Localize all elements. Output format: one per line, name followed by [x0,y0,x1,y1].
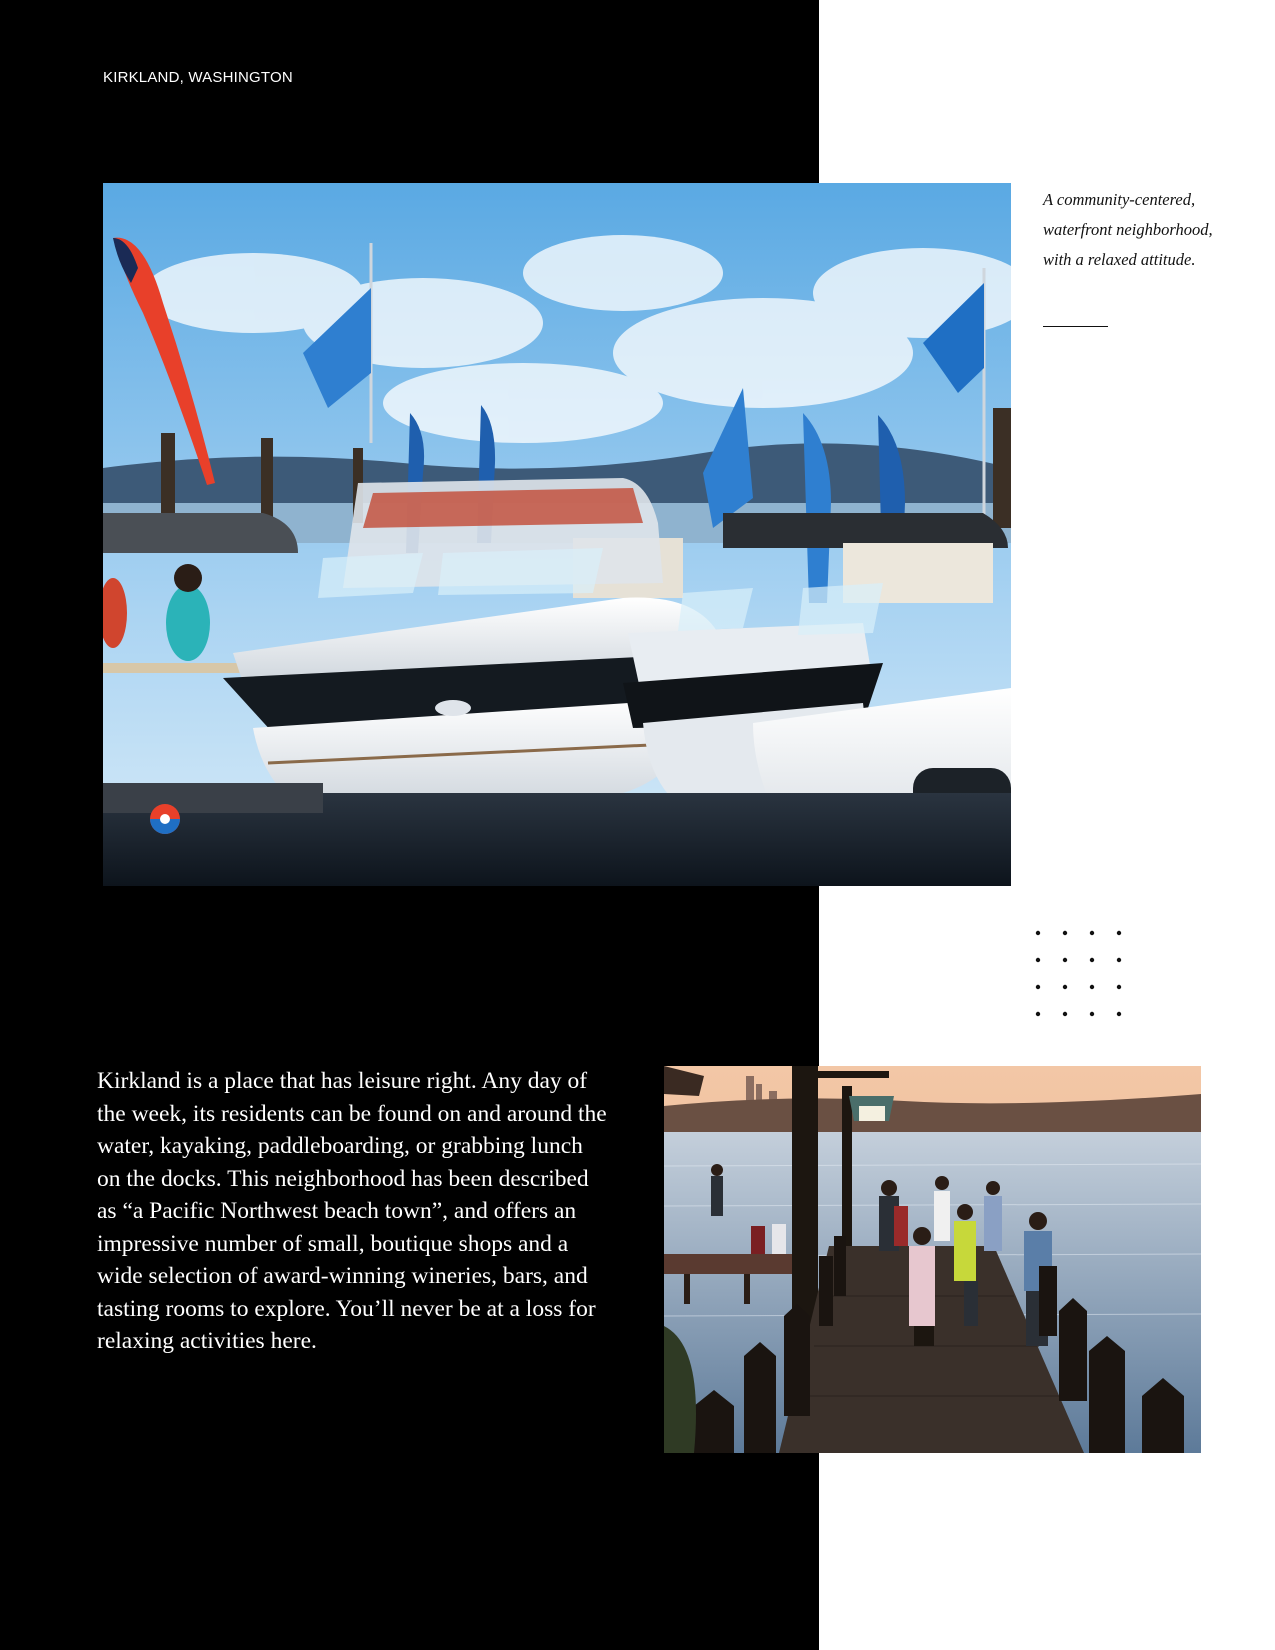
marina-boats-photo [103,183,1011,886]
location-label: KIRKLAND, WASHINGTON [103,69,293,86]
quote-divider [1043,326,1108,327]
sidebar-quote: A community-centered, waterfront neighborhood, with a relaxed attitude. [1043,190,1213,269]
dock-sunset-photo [664,1066,1201,1453]
body-paragraph: Kirkland is a place that has leisure right. Any day of the week, its residents can be found on and around the water, kayaking, paddleboarding, or grabbing lunch on the docks. This neighborhood has been described as “a Pacific Northwest beach town”, and offers an impressive number of small, boutique shops and a wide selection of award-winning wineries, bars, and tasting rooms to explore. You’ll never be at a loss for relaxing activities here. [97,1068,607,1354]
decorative-dot-grid [1034,929,1124,1019]
